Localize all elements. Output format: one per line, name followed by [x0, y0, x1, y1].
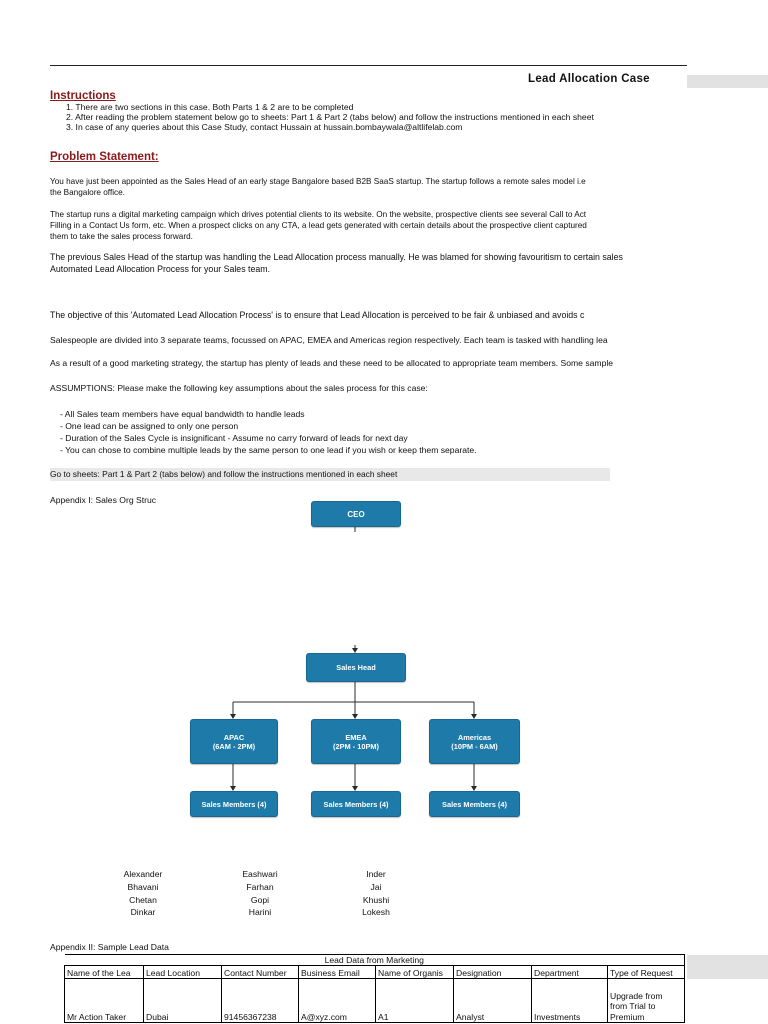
member-name: Alexander: [123, 869, 163, 879]
team-hours: (2PM - 10PM): [333, 741, 379, 751]
table-title: Lead Data from Marketing: [65, 955, 685, 966]
column-header: Contact Number: [222, 966, 299, 979]
paragraph-line: As a result of a good marketing strategy, the startup has plenty of leads and these need to be allocated to appropriate team members. Some sample: [50, 358, 614, 368]
cell-contact-number: 91456367238: [222, 979, 299, 1023]
assumption-item: - Duration of the Sales Cycle is insignificant - Assume no carry forward of leads for next day: [60, 433, 408, 443]
cell-lead-location: Dubai: [144, 979, 222, 1023]
member-name: Dinkar: [130, 907, 156, 918]
paragraph-line: The startup runs a digital marketing campaign which drives potential clients to its website. On the website, prospective clients see several Call to Act: [50, 210, 587, 219]
members-box-apac: [190, 791, 278, 817]
column-header: Department: [532, 966, 608, 979]
cell-department: Investments: [532, 979, 608, 1023]
members-label: Sales Members (4): [323, 799, 389, 809]
member-name: Eashwari: [242, 869, 278, 879]
table-title-row: [65, 955, 685, 966]
member-name: Bhavani: [127, 881, 159, 892]
member-name: Gopi: [250, 894, 270, 905]
member-name: Lokesh: [362, 907, 390, 918]
assumption-item: - One lead can be assigned to only one person: [60, 421, 239, 431]
team-hours: (6AM - 2PM): [212, 741, 256, 751]
team-box-americas: [429, 719, 520, 764]
column-header: Business Email: [299, 966, 376, 979]
members-box-emea: [311, 791, 401, 817]
request-line: from Trial to: [610, 1001, 656, 1011]
members-label: Sales Members (4): [442, 799, 507, 809]
member-name: Jai: [370, 881, 382, 892]
paragraph-line: the Bangalore office.: [50, 188, 125, 198]
appendix-org-label: Appendix I: Sales Org Struc: [50, 495, 157, 505]
paragraph-line: Filling in a Contact Us form, etc. When a prospect clicks on any CTA, a lead gets generated with certain details about the prospective client captured: [50, 221, 587, 231]
team-box-apac: [190, 719, 278, 764]
team-box-emea: [311, 719, 401, 764]
member-name: Inder: [366, 869, 386, 879]
request-line: Upgrade from: [610, 990, 663, 1001]
paragraph-line: ASSUMPTIONS: Please make the following key assumptions about the sales process for this case:: [50, 383, 428, 393]
problem-heading: Problem Statement:: [50, 151, 159, 163]
column-header: Designation: [454, 966, 532, 979]
members-label: Sales Members (4): [201, 799, 267, 809]
team-hours: (10PM - 6AM): [451, 741, 498, 751]
team-name: EMEA: [345, 732, 367, 742]
paragraph-line: Automated Lead Allocation Process for your Sales team.: [50, 263, 271, 274]
go-to-sheets-note: Go to sheets: Part 1 & Part 2 (tabs below) and follow the instructions mentioned in each sheet: [50, 468, 610, 481]
cell-lead-name: Mr Action Taker: [65, 979, 144, 1023]
team-name: APAC: [223, 732, 245, 742]
column-header: Name of the Lea: [65, 966, 144, 979]
ceo-box: [311, 501, 401, 527]
paragraph-line: Salespeople are divided into 3 separate teams, focussed on APAC, EMEA and Americas region respectively. Each team is tasked with handling lea: [50, 335, 608, 345]
assumption-item: - You can chose to combine multiple leads by the same person to one lead if you wish or keep them separate.: [60, 445, 477, 455]
cell-request-type: [608, 979, 685, 1023]
cell-organisation: A1: [376, 979, 454, 1023]
member-name: Khushi: [362, 894, 390, 905]
table-row: [65, 979, 685, 1023]
column-header: Type of Request: [608, 966, 685, 979]
appendix-lead-label: Appendix II: Sample Lead Data: [50, 942, 169, 952]
member-name: Chetan: [129, 894, 157, 905]
paragraph-line: them to take the sales process forward.: [50, 232, 193, 242]
cell-designation: Analyst: [454, 979, 532, 1023]
sales-head-box: [306, 653, 406, 682]
assumption-item: - All Sales team members have equal bandwidth to handle leads: [60, 409, 305, 419]
instruction-item: 2. After reading the problem statement below go to sheets: Part 1 & Part 2 (tabs below) and follow the instructions mentioned in each sheet: [66, 112, 594, 122]
instructions-heading: Instructions: [50, 90, 116, 102]
sheet-gray-edge: [687, 955, 768, 979]
apac-member-list: [98, 868, 188, 919]
ceo-label: CEO: [347, 509, 365, 519]
lead-data-table: [64, 954, 685, 1023]
table-header-row: [65, 966, 685, 979]
members-box-americas: [429, 791, 520, 817]
team-name: Americas: [457, 732, 492, 742]
sales-head-label: Sales Head: [336, 663, 376, 672]
emea-member-list: [215, 868, 305, 919]
paragraph-line: The objective of this 'Automated Lead Allocation Process' is to ensure that Lead Allocation is perceived to be fair & unbiased and avoids c: [50, 310, 585, 320]
cell-business-email: A@xyz.com: [299, 979, 376, 1023]
column-header: Lead Location: [144, 966, 222, 979]
americas-member-list: [331, 868, 421, 919]
paragraph-line: You have just been appointed as the Sales Head of an early stage Bangalore based B2B SaaS startup. The startup follows a remote sales model i.e: [50, 177, 586, 186]
instruction-item: 1. There are two sections in this case. Both Parts 1 & 2 are to be completed: [66, 102, 354, 112]
paragraph-line: The previous Sales Head of the startup was handling the Lead Allocation process manually. He was blamed for showing favouritism to certain sales: [50, 252, 623, 262]
member-name: Farhan: [246, 881, 274, 892]
member-name: Harini: [248, 907, 272, 918]
column-header: Name of Organis: [376, 966, 454, 979]
instruction-item: 3. In case of any queries about this Case Study, contact Hussain at hussain.bombaywala@altlifelab.com: [66, 122, 463, 132]
request-line: Premium: [610, 1011, 645, 1022]
case-title: Lead Allocation Case: [528, 73, 650, 85]
